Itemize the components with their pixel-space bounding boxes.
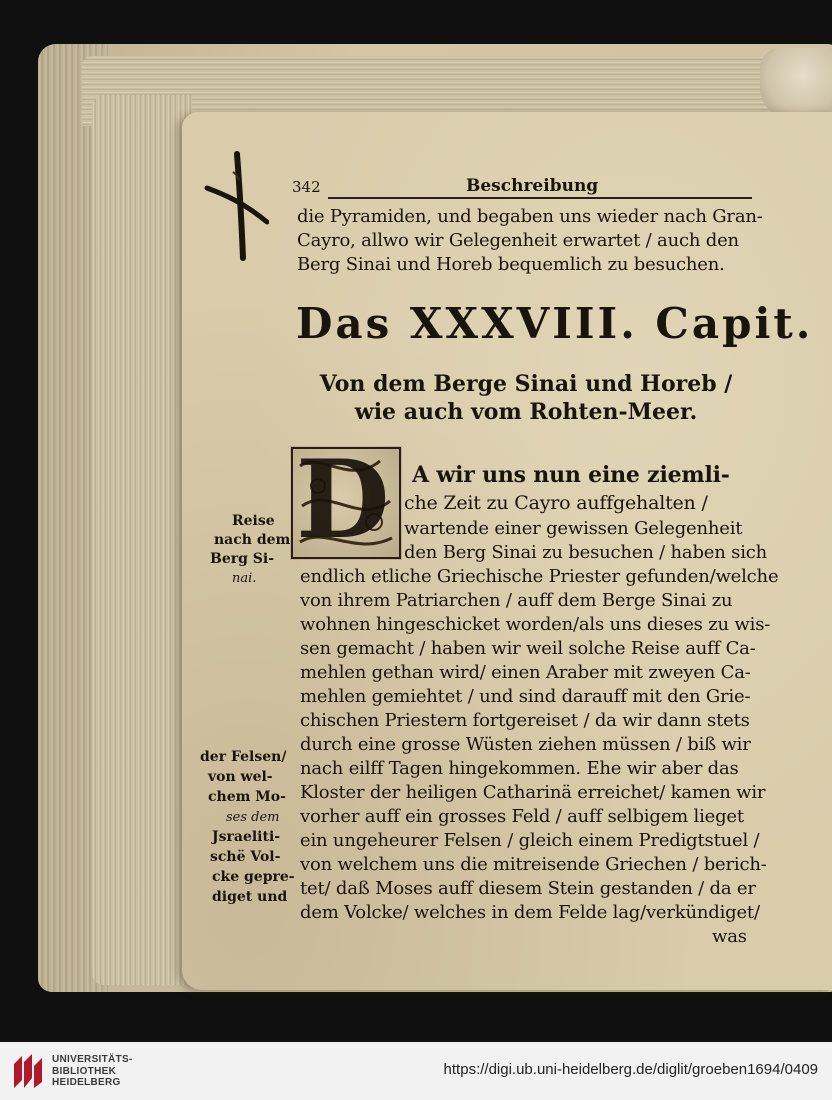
page-edges-left <box>92 95 192 985</box>
text-line: mehlen gethan wird/ einen Araber mit zweyen Ca- <box>300 662 751 683</box>
text-line: von welchem uns die mitreisende Griechen / berich- <box>300 854 767 875</box>
text-line: nach eilff Tagen hingekommen. Ehe wir aber das <box>300 758 739 779</box>
chapter-subtitle: wie auch vom Rohten-Meer. <box>354 399 698 425</box>
chapter-heading: Das XXXVIII. Capit. <box>296 299 814 348</box>
decorated-initial <box>290 437 402 563</box>
text-line: ein ungeheurer Felsen / gleich einem Predigtstuel / <box>300 830 760 851</box>
text-line: A wir uns nun eine ziemli- <box>412 462 730 488</box>
margin-note-line: chem Mo- <box>208 789 286 805</box>
margin-note-line: Jsraeliti- <box>212 829 281 845</box>
text-line: sen gemacht / haben wir weil solche Reise auff Ca- <box>300 638 756 659</box>
margin-note-line: cke gepre- <box>212 869 295 885</box>
margin-note-line: von wel- <box>208 769 273 785</box>
text-line: wartende einer gewissen Gelegenheit <box>404 518 743 539</box>
text-line: dem Volcke/ welches in dem Felde lag/verkündiget/ <box>300 902 760 923</box>
margin-note-line: Berg Si- <box>210 551 275 567</box>
text-line: mehlen gemiehtet / und sind darauff mit den Grie- <box>300 686 751 707</box>
header-rule <box>328 197 752 199</box>
viewer-footer <box>0 1042 832 1100</box>
binding-cloth <box>760 48 832 118</box>
text-line: chischen Priestern fortgereiset / da wir dann stets <box>300 710 750 731</box>
margin-note-line: Reise <box>232 513 275 529</box>
library-name-line: BIBLIOTHEK <box>52 1065 117 1077</box>
text-line: was <box>712 926 747 947</box>
library-name-line: HEIDELBERG <box>52 1077 121 1088</box>
initial-letter: D <box>296 437 390 563</box>
text-line: den Berg Sinai zu besuchen / haben sich <box>404 542 768 563</box>
running-head: Beschreibung <box>466 176 599 196</box>
text-line: tet/ daß Moses auff diesem Stein gestanden / da er <box>300 878 756 899</box>
margin-note-line: ses dem <box>226 810 280 825</box>
permalink-url[interactable]: https://digi.ub.uni-heidelberg.de/diglit/groeben1694/0409 <box>443 1061 818 1078</box>
text-line: Cayro, allwo wir Gelegenheit erwartet / auch den <box>297 230 739 251</box>
margin-note-line: schë Vol- <box>210 849 281 865</box>
text-line: durch eine grosse Wüsten ziehen müssen / biß wir <box>300 734 751 755</box>
text-line: che Zeit zu Cayro auffgehalten / <box>404 492 708 514</box>
margin-note-line: diget und <box>212 889 288 905</box>
margin-note-line: nai. <box>232 571 257 586</box>
margin-note-line: der Felsen/ <box>200 749 287 765</box>
handwritten-cross-icon <box>203 150 269 262</box>
library-name <box>52 1054 133 1089</box>
library-name-line: UNIVERSITÄTS- <box>52 1054 133 1065</box>
text-line: wohnen hingeschicket worden/als uns dieses zu wis- <box>300 614 771 635</box>
text-line: endlich etliche Griechische Priester gefunden/welche <box>300 566 779 587</box>
text-line: Berg Sinai und Horeb bequemlich zu besuchen. <box>297 254 725 275</box>
chapter-subtitle: Von dem Berge Sinai und Horeb / <box>319 371 733 397</box>
ub-heidelberg-logo-icon[interactable] <box>12 1052 44 1090</box>
page-number: 342 <box>292 178 321 196</box>
page-header <box>290 178 752 202</box>
margin-note-line: nach dem <box>214 532 291 548</box>
text-line: vorher auff ein grosses Feld / auff selbigem lieget <box>300 806 744 827</box>
text-line: Kloster der heiligen Catharinä erreichet/ kamen wir <box>300 782 766 803</box>
text-line: von ihrem Patriarchen / auff dem Berge Sinai zu <box>300 590 733 611</box>
text-line: die Pyramiden, und begaben uns wieder nach Gran- <box>297 206 763 227</box>
